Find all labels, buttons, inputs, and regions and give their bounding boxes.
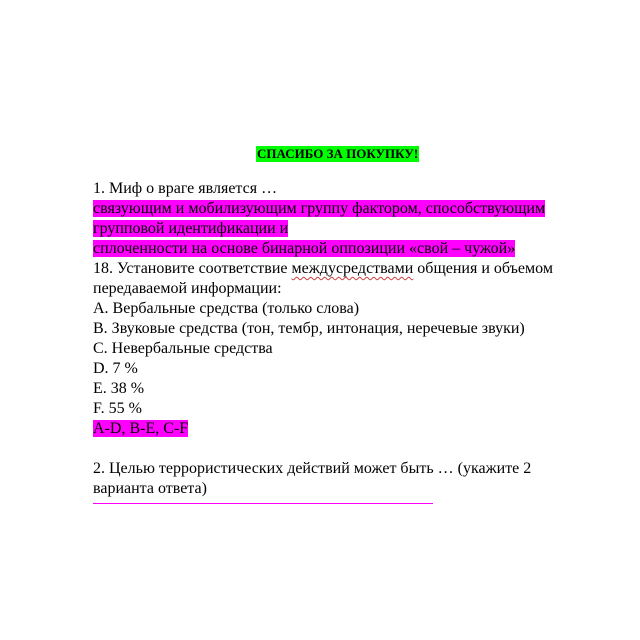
q18-misspelled-word: междусредствами <box>291 260 414 277</box>
answer-1-line-3: сплоченности на основе бинарной оппозиции «свой – чужой» <box>93 240 516 257</box>
document-body <box>93 179 613 504</box>
answer-underline <box>93 503 433 504</box>
question-2-line-2: варианта ответа) <box>93 480 207 497</box>
answer-18: A-D, B-E, C-F <box>93 420 189 437</box>
question-18-line-2: передаваемой информации: <box>93 280 282 297</box>
option-d: D. 7 % <box>93 360 138 377</box>
option-e: E. 38 % <box>93 380 145 397</box>
answer-1-line-2: групповой идентификации и <box>93 220 289 237</box>
q18-text-before: 18. Установите соответствие <box>93 260 292 277</box>
question-1: 1. Миф о враге является … <box>93 180 278 197</box>
option-a: A. Вербальные средства (только слова) <box>93 300 360 317</box>
answer-1-line-1: связующим и мобилизующим группу фактором, способствующим <box>93 200 546 217</box>
question-18-line-1 <box>93 259 613 279</box>
question-2-line-1: 2. Целью террористических действий может быть … (укажите 2 <box>93 460 532 477</box>
blank-line <box>93 439 613 459</box>
page-title: СПАСИБО ЗА ПОКУПКУ! <box>257 146 419 161</box>
q18-text-after: общения и объемом <box>413 260 553 277</box>
option-f: F. 55 % <box>93 400 142 417</box>
option-b: B. Звуковые средства (тон, тембр, интонация, неречевые звуки) <box>93 320 525 337</box>
option-c: C. Невербальные средства <box>93 340 273 357</box>
